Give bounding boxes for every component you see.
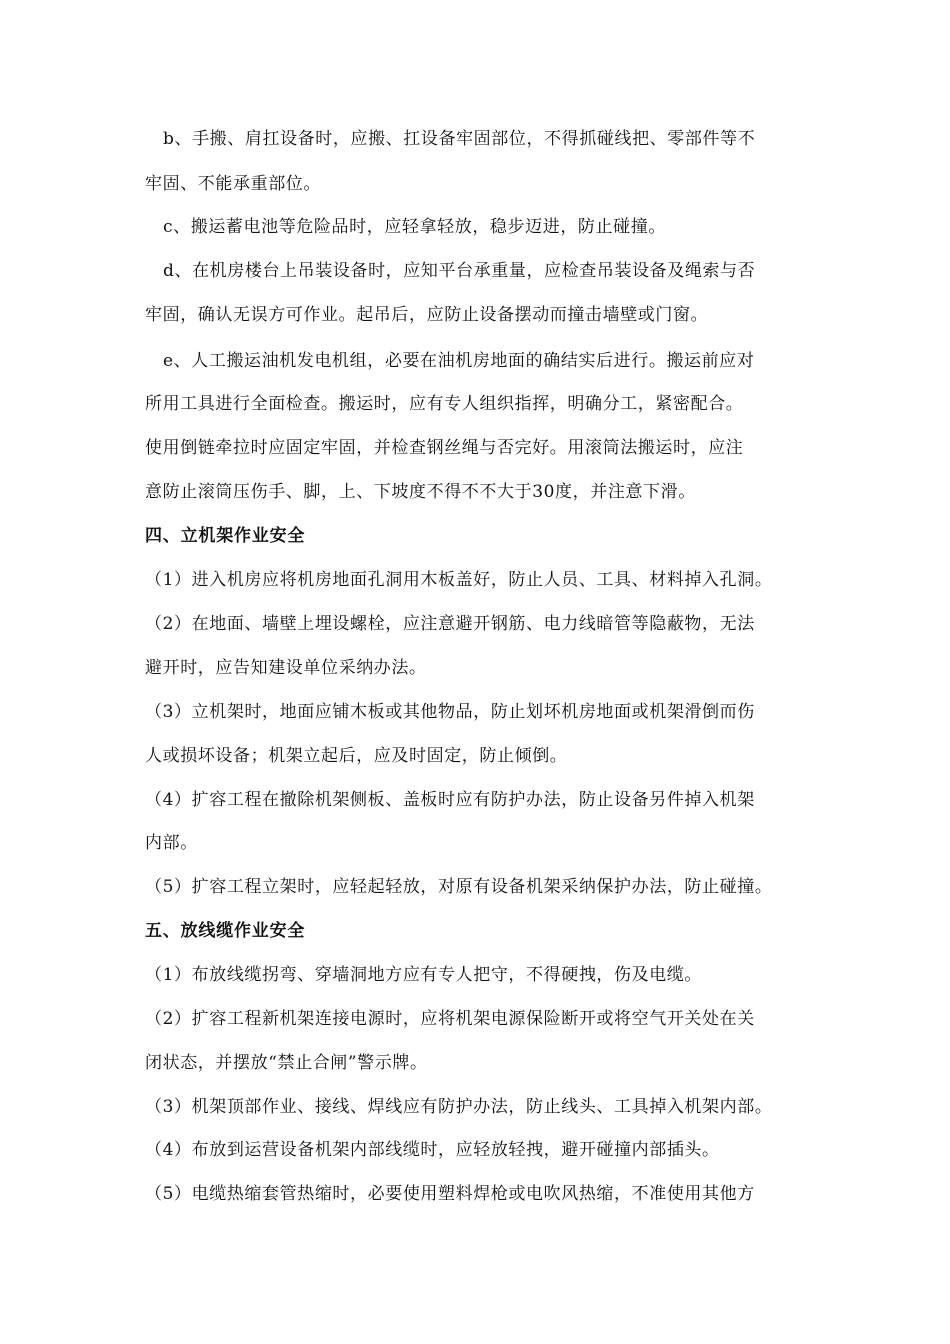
paragraph-e-line-2: 所用工具进行全面检查。搬运时，应有专人组织指挥，明确分工，紧密配合。 bbox=[145, 394, 744, 414]
paragraph-e-line-3: 使用倒链牵拉时应固定牢固，并检查钢丝绳与否完好。用滚筒法搬运时，应注 bbox=[145, 438, 744, 458]
section-heading-5: 五、放线缆作业安全 bbox=[145, 921, 306, 941]
item-4-4-line-1: （4）扩容工程在撤除机架侧板、盖板时应有防护办法，防止设备另件掉入机架 bbox=[145, 790, 755, 810]
paragraph-c-line-1: c、搬运蓄电池等危险品时，应轻拿轻放，稳步迈进，防止碰撞。 bbox=[163, 217, 666, 237]
item-4-2-line-2: 避开时，应告知建设单位采纳办法。 bbox=[145, 658, 427, 678]
section-heading-4: 四、立机架作业安全 bbox=[145, 526, 306, 546]
paragraph-d-line-2: 牢固，确认无误方可作业。起吊后，应防止设备摆动而撞击墙壁或门窗。 bbox=[145, 305, 709, 325]
paragraph-b-line-2: 牢固、不能承重部位。 bbox=[145, 174, 321, 194]
item-5-2-line-2: 闭状态，并摆放“禁止合闸”警示牌。 bbox=[145, 1053, 428, 1073]
item-4-1-line-1: （1）进入机房应将机房地面孔洞用木板盖好，防止人员、工具、材料掉入孔洞。 bbox=[145, 570, 773, 590]
item-5-2-line-1: （2）扩容工程新机架连接电源时，应将机架电源保险断开或将空气开关处在关 bbox=[145, 1009, 755, 1029]
item-4-2-line-1: （2）在地面、墙壁上埋设螺栓，应注意避开钢筋、电力线暗管等隐蔽物，无法 bbox=[145, 614, 755, 634]
item-4-3-line-1: （3）立机架时，地面应铺木板或其他物品，防止划坏机房地面或机架滑倒而伤 bbox=[145, 702, 755, 722]
item-4-4-line-2: 内部。 bbox=[145, 833, 198, 853]
item-4-5-line-1: （5）扩容工程立架时，应轻起轻放，对原有设备机架采纳保护办法，防止碰撞。 bbox=[145, 877, 773, 897]
item-4-3-line-2: 人或损坏设备；机架立起后，应及时固定，防止倾倒。 bbox=[145, 746, 568, 766]
item-5-3-line-1: （3）机架顶部作业、接线、焊线应有防护办法，防止线头、工具掉入机架内部。 bbox=[145, 1097, 773, 1117]
item-5-1-line-1: （1）布放线缆拐弯、穿墙洞地方应有专人把守，不得硬拽，伤及电缆。 bbox=[145, 965, 703, 985]
paragraph-e-line-4: 意防止滚筒压伤手、脚，上、下坡度不得不不大于30度，并注意下滑。 bbox=[145, 482, 696, 502]
paragraph-b-line-1: b、手搬、肩扛设备时，应搬、扛设备牢固部位，不得抓碰线把、零部件等不 bbox=[163, 129, 756, 149]
paragraph-d-line-1: d、在机房楼台上吊装设备时，应知平台承重量，应检查吊装设备及绳索与否 bbox=[163, 261, 756, 281]
item-5-5-line-1: （5）电缆热缩套管热缩时，必要使用塑料焊枪或电吹风热缩，不准使用其他方 bbox=[145, 1184, 755, 1204]
paragraph-e-line-1: e、人工搬运油机发电机组，必要在油机房地面的确结实后进行。搬运前应对 bbox=[163, 351, 755, 371]
item-5-4-line-1: （4）布放到运营设备机架内部线缆时，应轻放轻拽，避开碰撞内部插头。 bbox=[145, 1140, 720, 1160]
